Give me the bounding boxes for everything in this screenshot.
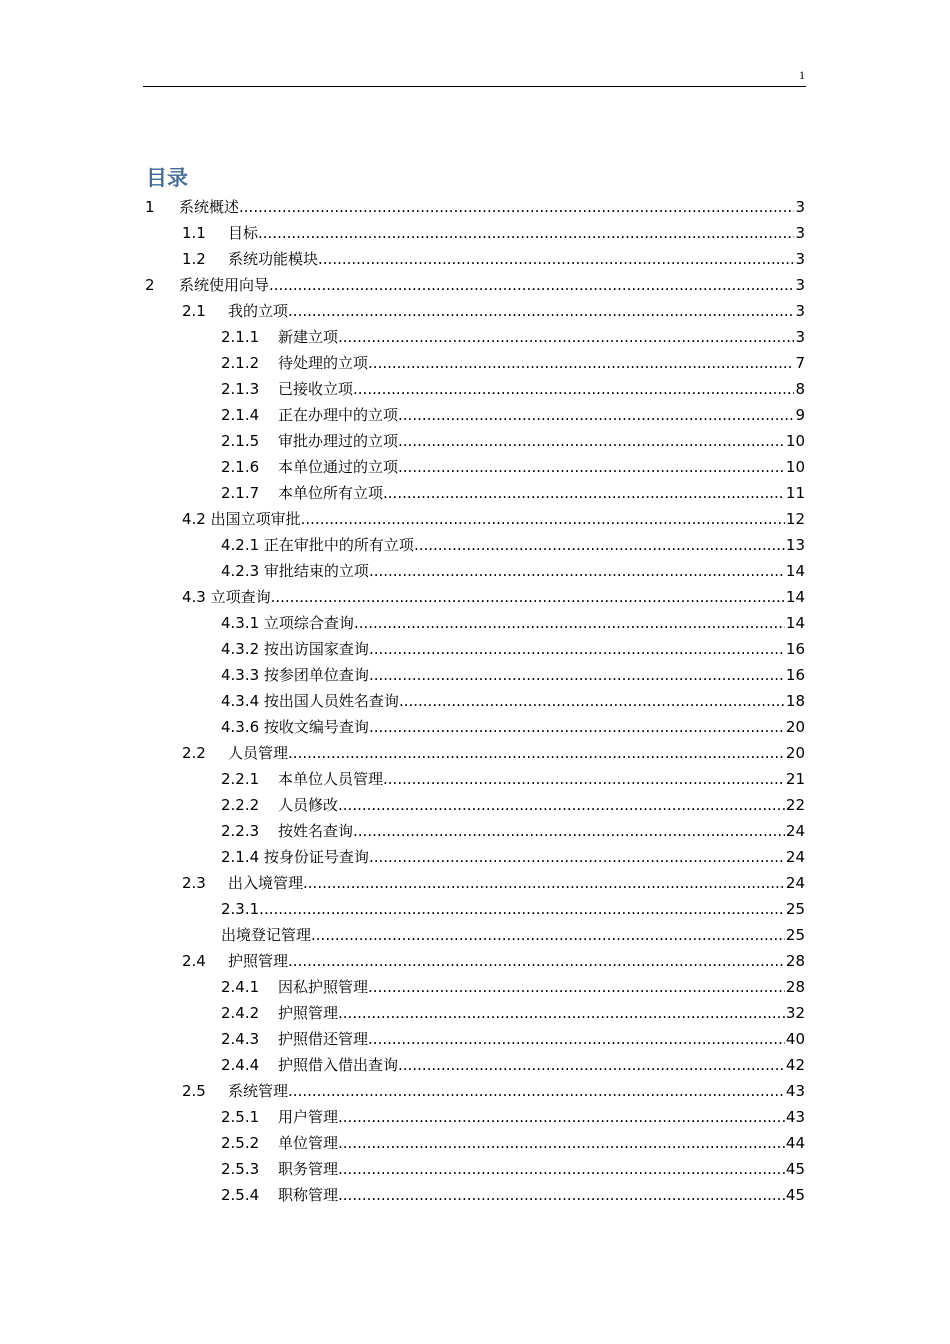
toc-leader-dots xyxy=(288,1079,785,1103)
toc-entry-number: 2.1.4 xyxy=(221,406,260,424)
toc-entry-label: 4.2.3 审批结束的立项 xyxy=(221,562,369,580)
toc-leader-dots xyxy=(239,195,794,219)
toc-entry-page: 14 xyxy=(785,562,805,580)
toc-entry-number: 2.1.6 xyxy=(221,458,260,476)
toc-entry-number: 2.1.5 xyxy=(221,432,260,450)
toc-leader-dots xyxy=(369,559,785,583)
toc-leader-dots xyxy=(368,351,794,375)
toc-leader-dots xyxy=(288,299,794,323)
toc-entry-number: 2.4 xyxy=(182,952,206,970)
toc-entry-page: 28 xyxy=(785,978,805,996)
toc-entry-page: 24 xyxy=(785,874,805,892)
toc-entry[interactable] xyxy=(182,507,805,531)
toc-entry-label: 本单位所有立项 xyxy=(278,484,384,502)
toc-entry-page: 16 xyxy=(785,640,805,658)
toc-leader-dots xyxy=(271,585,785,609)
toc-entry-label: 4.3.6 按收文编号查询 xyxy=(221,718,369,736)
toc-entry-page: 8 xyxy=(795,380,805,398)
toc-entry-number: 2.2.1 xyxy=(221,770,260,788)
toc-leader-dots xyxy=(269,273,794,297)
toc-leader-dots xyxy=(338,1157,785,1181)
toc-entry-number: 2.5.2 xyxy=(221,1134,260,1152)
toc-entry-number: 2.1.2 xyxy=(221,354,260,372)
toc-entry-number: 2.5.3 xyxy=(221,1160,260,1178)
toc-entry[interactable] xyxy=(221,663,805,687)
toc-entry-page: 25 xyxy=(785,926,805,944)
toc-leader-dots xyxy=(383,481,785,505)
toc-entry-label: 本单位通过的立项 xyxy=(278,458,399,476)
toc-entry-label: 4.3.4 按出国人员姓名查询 xyxy=(221,692,399,710)
toc-entry-number: 2.5.1 xyxy=(221,1108,260,1126)
toc-entry[interactable] xyxy=(221,533,805,557)
toc-leader-dots xyxy=(338,793,785,817)
toc-entry[interactable] xyxy=(145,195,805,219)
toc-leader-dots xyxy=(399,689,785,713)
toc-entry-page: 12 xyxy=(785,510,805,528)
toc-entry-number: 2.3 xyxy=(182,874,206,892)
toc-entry-label: 用户管理 xyxy=(278,1108,339,1126)
toc-entry-number: 2.2.3 xyxy=(221,822,260,840)
toc-entry-label: 4.3.3 按参团单位查询 xyxy=(221,666,369,684)
toc-entry[interactable] xyxy=(221,1027,805,1051)
toc-leader-dots xyxy=(338,1001,785,1025)
toc-entry[interactable] xyxy=(182,741,805,765)
toc-entry-page: 10 xyxy=(785,458,805,476)
toc-entry[interactable] xyxy=(221,897,805,921)
page-number: 1 xyxy=(799,68,805,82)
toc-entry-label: 审批办理过的立项 xyxy=(278,432,399,450)
toc-entry-number: 2.2 xyxy=(182,744,206,762)
toc-leader-dots xyxy=(368,975,785,999)
toc-leader-dots xyxy=(398,429,785,453)
toc-entry-number: 2.1.1 xyxy=(221,328,260,346)
toc-entry[interactable] xyxy=(221,455,805,479)
toc-leader-dots xyxy=(369,715,785,739)
toc-leader-dots xyxy=(288,949,785,973)
toc-entry[interactable] xyxy=(182,585,805,609)
toc-entry-label: 4.2 出国立项审批 xyxy=(182,510,301,528)
toc-entry[interactable] xyxy=(221,377,805,401)
toc-leader-dots xyxy=(369,845,785,869)
toc-entry-page: 21 xyxy=(785,770,805,788)
toc-leader-dots xyxy=(398,403,794,427)
toc-leader-dots xyxy=(354,611,785,635)
toc-entry-number: 2.1 xyxy=(182,302,206,320)
toc-leader-dots xyxy=(303,871,785,895)
toc-entry[interactable] xyxy=(221,689,805,713)
toc-leader-dots xyxy=(301,507,785,531)
toc-entry[interactable] xyxy=(182,221,805,245)
toc-entry-label: 护照管理 xyxy=(278,1004,339,1022)
toc-leader-dots xyxy=(353,819,785,843)
toc-entry-label: 4.3.1 立项综合查询 xyxy=(221,614,354,632)
toc-entry-page: 42 xyxy=(785,1056,805,1074)
toc-entry-label: 2.1.4 按身份证号查询 xyxy=(221,848,369,866)
toc-entry[interactable] xyxy=(221,793,805,817)
toc-entry-number: 2.5 xyxy=(182,1082,206,1100)
toc-entry-label: 出境登记管理 xyxy=(221,926,312,944)
toc-entry-page: 3 xyxy=(795,276,805,294)
toc-entry-label: 正在办理中的立项 xyxy=(278,406,399,424)
toc-entry-label: 系统概述 xyxy=(179,198,240,216)
toc-entry-label: 4.3.2 按出访国家查询 xyxy=(221,640,369,658)
toc-entry[interactable] xyxy=(221,845,805,869)
toc-entry[interactable] xyxy=(221,637,805,661)
toc-entry[interactable] xyxy=(221,403,805,427)
toc-leader-dots xyxy=(338,1105,785,1129)
toc-leader-dots xyxy=(369,637,785,661)
toc-entry-number: 1.1 xyxy=(182,224,206,242)
toc-entry-number: 2.4.4 xyxy=(221,1056,260,1074)
toc-entry-number: 2.1.3 xyxy=(221,380,260,398)
toc-entry[interactable] xyxy=(182,871,805,895)
toc-entry[interactable] xyxy=(221,559,805,583)
toc-leader-dots xyxy=(318,247,794,271)
toc-entry-label: 系统使用向导 xyxy=(179,276,270,294)
toc-entry-page: 3 xyxy=(795,328,805,346)
toc-entry-page: 40 xyxy=(785,1030,805,1048)
toc-entry-page: 24 xyxy=(785,848,805,866)
toc-entry-page: 43 xyxy=(785,1108,805,1126)
toc-entry-page: 3 xyxy=(795,198,805,216)
toc-entry-number: 1.2 xyxy=(182,250,206,268)
toc-entry[interactable] xyxy=(221,1157,805,1181)
toc-entry[interactable] xyxy=(221,1053,805,1077)
toc-entry-label: 我的立项 xyxy=(228,302,289,320)
toc-entry-label: 本单位人员管理 xyxy=(278,770,384,788)
toc-entry-label: 职称管理 xyxy=(278,1186,339,1204)
toc-entry[interactable] xyxy=(221,715,805,739)
toc-entry-page: 24 xyxy=(785,822,805,840)
toc-entry[interactable] xyxy=(221,923,805,947)
toc-entry[interactable] xyxy=(221,429,805,453)
toc-entry-label: 系统功能模块 xyxy=(228,250,319,268)
toc-entry-page: 7 xyxy=(795,354,805,372)
toc-entry-page: 14 xyxy=(785,614,805,632)
toc-entry-number: 2.4.1 xyxy=(221,978,260,996)
toc-entry-page: 14 xyxy=(785,588,805,606)
toc-entry-page: 3 xyxy=(795,250,805,268)
toc-entry-label: 人员修改 xyxy=(278,796,339,814)
toc-entry-label: 4.2.1 正在审批中的所有立项 xyxy=(221,536,414,554)
toc-entry-number: 2.4.2 xyxy=(221,1004,260,1022)
toc-entry[interactable] xyxy=(221,481,805,505)
toc-entry[interactable] xyxy=(221,819,805,843)
toc-entry-label: 已接收立项 xyxy=(278,380,354,398)
toc-leader-dots xyxy=(414,533,785,557)
toc-entry-label: 4.3 立项查询 xyxy=(182,588,271,606)
toc-leader-dots xyxy=(398,1053,785,1077)
toc-entry-label: 目标 xyxy=(228,224,259,242)
toc-entry-number: 2.4.3 xyxy=(221,1030,260,1048)
toc-leader-dots xyxy=(338,325,794,349)
toc-entry[interactable] xyxy=(182,299,805,323)
toc-entry-page: 45 xyxy=(785,1186,805,1204)
toc-entry[interactable] xyxy=(221,767,805,791)
toc-leader-dots xyxy=(288,741,785,765)
toc-entry-page: 20 xyxy=(785,744,805,762)
toc-entry-label: 待处理的立项 xyxy=(278,354,369,372)
toc-entry-label: 按姓名查询 xyxy=(278,822,354,840)
header-rule xyxy=(143,86,806,87)
toc-leader-dots xyxy=(259,897,785,921)
toc-entry[interactable] xyxy=(221,1105,805,1129)
toc-entry-number: 1 xyxy=(145,198,155,216)
toc-leader-dots xyxy=(338,1183,785,1207)
toc-leader-dots xyxy=(383,767,785,791)
toc-entry-label: 新建立项 xyxy=(278,328,339,346)
toc-leader-dots xyxy=(338,1131,785,1155)
toc-entry-page: 28 xyxy=(785,952,805,970)
toc-entry-label: 因私护照管理 xyxy=(278,978,369,996)
toc-entry-page: 32 xyxy=(785,1004,805,1022)
toc-entry[interactable] xyxy=(221,611,805,635)
toc-entry-label: 2.3.1 xyxy=(221,900,260,918)
toc-entry-page: 22 xyxy=(785,796,805,814)
toc-entry-label: 人员管理 xyxy=(228,744,289,762)
toc-entry-page: 45 xyxy=(785,1160,805,1178)
toc-entry-page: 44 xyxy=(785,1134,805,1152)
toc-entry[interactable] xyxy=(182,949,805,973)
toc-entry-number: 2.5.4 xyxy=(221,1186,260,1204)
toc-entry-label: 护照借还管理 xyxy=(278,1030,369,1048)
toc-entry-page: 18 xyxy=(785,692,805,710)
toc-entry[interactable] xyxy=(221,1183,805,1207)
toc-entry-page: 16 xyxy=(785,666,805,684)
toc-entry-page: 10 xyxy=(785,432,805,450)
toc-entry-page: 13 xyxy=(785,536,805,554)
toc-entry[interactable] xyxy=(221,351,805,375)
toc-entry[interactable] xyxy=(221,325,805,349)
toc-entry-label: 系统管理 xyxy=(228,1082,289,1100)
toc-entry-label: 单位管理 xyxy=(278,1134,339,1152)
toc-entry-label: 职务管理 xyxy=(278,1160,339,1178)
toc-entry-number: 2.1.7 xyxy=(221,484,260,502)
toc-entry-page: 11 xyxy=(785,484,805,502)
toc-entry[interactable] xyxy=(145,273,805,297)
toc-leader-dots xyxy=(398,455,785,479)
toc-entry[interactable] xyxy=(182,247,805,271)
toc-entry[interactable] xyxy=(182,1079,805,1103)
toc-leader-dots xyxy=(368,1027,785,1051)
toc-entry[interactable] xyxy=(221,1131,805,1155)
toc-leader-dots xyxy=(353,377,794,401)
toc-entry[interactable] xyxy=(221,975,805,999)
toc-entry-page: 25 xyxy=(785,900,805,918)
toc-entry-page: 3 xyxy=(795,224,805,242)
toc-entry-label: 护照借入借出查询 xyxy=(278,1056,399,1074)
toc-leader-dots xyxy=(311,923,785,947)
toc-leader-dots xyxy=(369,663,785,687)
toc-title: 目录 xyxy=(146,166,188,190)
toc-entry-page: 20 xyxy=(785,718,805,736)
toc-entry-number: 2 xyxy=(145,276,155,294)
toc-entry[interactable] xyxy=(221,1001,805,1025)
toc-entry-page: 43 xyxy=(785,1082,805,1100)
toc-entry-number: 2.2.2 xyxy=(221,796,260,814)
toc-entry-page: 9 xyxy=(795,406,805,424)
toc-entry-page: 3 xyxy=(795,302,805,320)
toc-leader-dots xyxy=(258,221,794,245)
toc-entry-label: 出入境管理 xyxy=(228,874,304,892)
toc-entry-label: 护照管理 xyxy=(228,952,289,970)
